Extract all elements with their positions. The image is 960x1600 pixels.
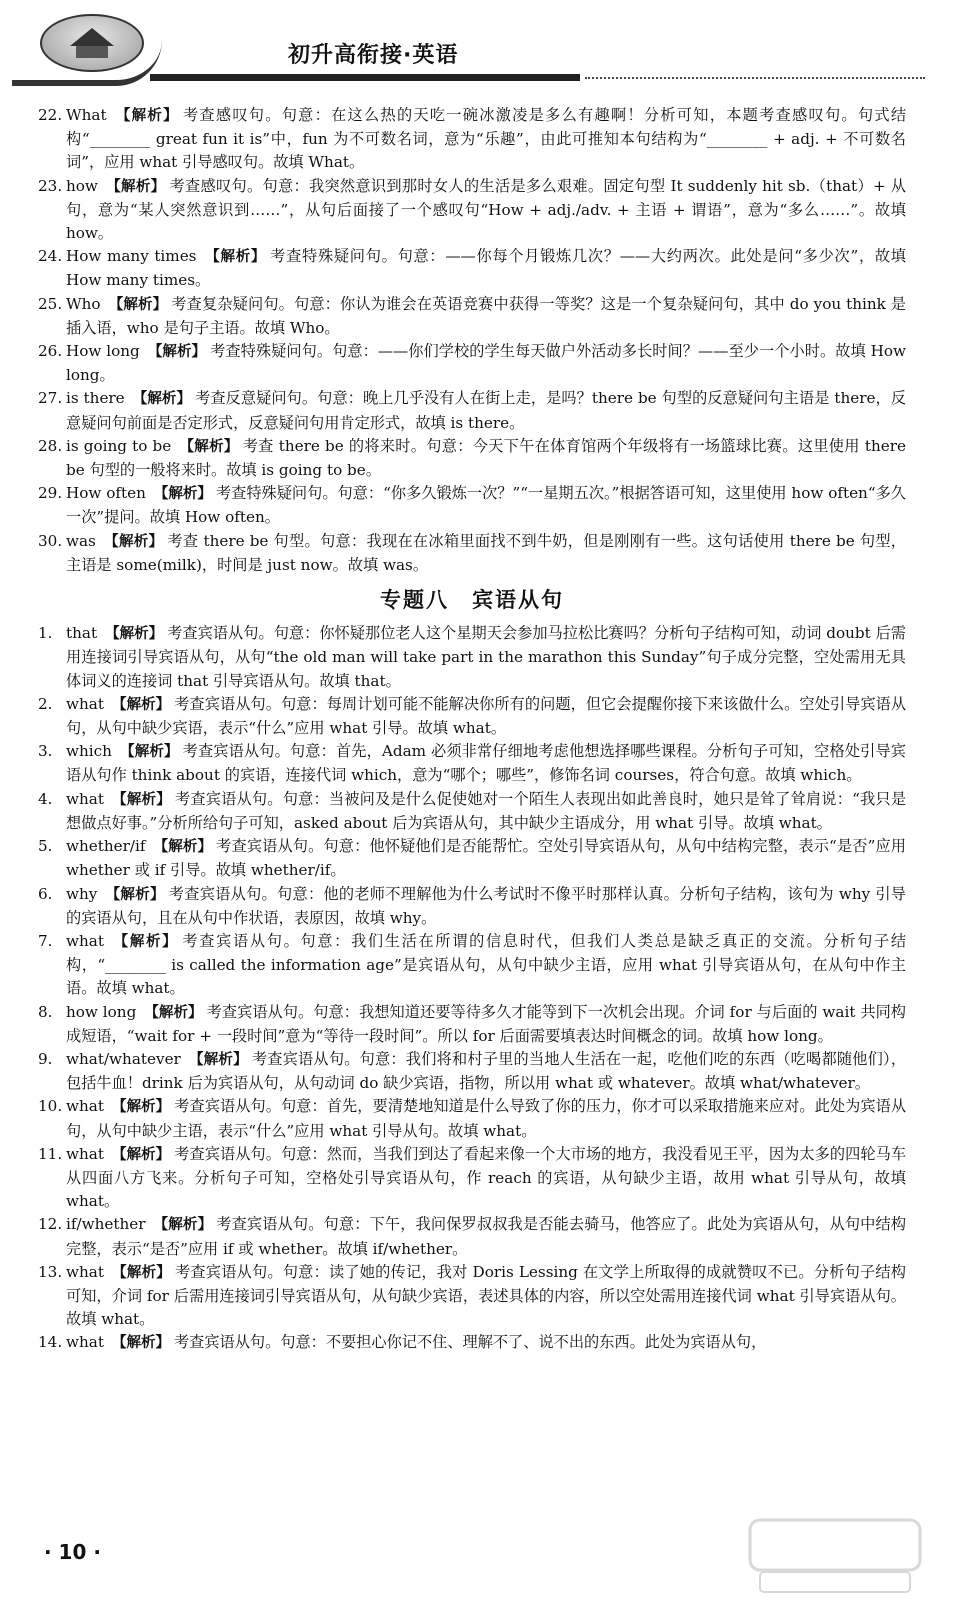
analysis-tag: 【解析】 — [111, 1099, 171, 1116]
answer-item — [38, 835, 906, 882]
item-number: 22. — [38, 106, 63, 124]
item-explanation: 考查宾语从句。句意：然而，当我们到达了看起来像一个大市场的地方，我没看见王平，因为太多的四轮马车从四面八方飞来。分析句子可知，空格处引导宾语从句，作 reach 的宾语，从句缺少主语，故用 what 引导从句，故填 what。 — [66, 1144, 907, 1211]
answer-item — [38, 1001, 906, 1048]
item-answer: what/whatever — [66, 1049, 181, 1068]
analysis-tag: 【解析】 — [153, 839, 213, 856]
item-number: 3. — [38, 742, 53, 761]
item-explanation: 考查宾语从句。句意：下午，我问保罗叔叔我是否能去骑马，他答应了。此处为宾语从句，从句中结构完整，表示“是否”应用 if 或 whether。故填 if/whether。 — [66, 1215, 907, 1258]
item-number: 12. — [38, 1215, 63, 1234]
answer-item — [38, 788, 906, 835]
item-answer: what — [66, 1262, 104, 1281]
item-answer: what — [66, 1333, 104, 1352]
watermark-logo — [740, 1516, 930, 1596]
watermark-emblem-icon — [740, 1516, 930, 1596]
item-number: 23. — [38, 176, 63, 195]
analysis-tag: 【解析】 — [188, 1051, 248, 1068]
answer-item — [38, 435, 906, 482]
item-number: 8. — [38, 1002, 53, 1021]
item-answer: whether/if — [66, 837, 146, 856]
item-answer: why — [66, 884, 98, 903]
item-number: 5. — [38, 837, 53, 856]
answer-item — [38, 1143, 906, 1214]
analysis-tag: 【解析】 — [179, 438, 239, 455]
answer-content — [38, 104, 906, 1356]
publisher-logo — [40, 14, 144, 72]
item-answer: what — [66, 789, 104, 808]
analysis-tag: 【解析】 — [103, 533, 164, 550]
item-answer: is going to be — [66, 436, 172, 455]
answer-item — [38, 1331, 906, 1355]
item-explanation: 考查 there be 的将来时。句意：今天下午在体育馆两个年级将有一场篮球比赛。这里使用 there be 句型的一般将来时。故填 is going to be。 — [66, 436, 906, 480]
item-answer: is there — [66, 389, 125, 408]
section-title: 专题八 宾语从句 — [380, 588, 564, 613]
item-explanation: 考查宾语从句。句意：我们生活在所谓的信息时代，但我们人类总是缺乏真正的交流。分析句子结构，“________ is called the information age”是宾语从句，从句中缺少主语，应用 what 引导宾语从句，在从句中作主语。故填 what。 — [66, 931, 907, 998]
item-explanation: 考查宾语从句。句意：你怀疑那位老人这个星期天会参加马拉松比赛吗？分析句子结构可知，动词 doubt 后需用连接词引导宾语从句，从句“the old man will take part in the marathon this Sunday”句子成分完整，空处需用无具体词义的连接词 that 引导宾语从句。故填 that。 — [66, 624, 906, 690]
house-emblem-icon — [42, 16, 142, 70]
answer-item — [38, 693, 906, 740]
analysis-tag: 【解析】 — [204, 249, 267, 266]
item-explanation: 考查宾语从句。句意：每周计划可能不能解决你所有的问题，但它会提醒你接下来该做什么。空处引导宾语从句，从句中缺少宾语，表示“什么”应用 what 引导。故填 what。 — [66, 694, 907, 738]
item-number: 26. — [38, 342, 63, 361]
item-number: 14. — [38, 1333, 63, 1352]
answer-item — [38, 1095, 906, 1142]
analysis-tag: 【解析】 — [119, 744, 179, 761]
answer-item — [38, 930, 906, 1001]
analysis-tag: 【解析】 — [111, 1335, 170, 1352]
item-explanation: 考查宾语从句。句意：他的老师不理解他为什么考试时不像平时那样认真。分析句子结构，该句为 why 引导的宾语从句，且在从句中作状语，表原因，故填 why。 — [66, 884, 906, 927]
item-explanation: 考查特殊疑问句。句意：“你多久锻炼一次？”“一星期五次。”根据答语可知，这里使用 how often“多久一次”提问。故填 How often。 — [66, 484, 906, 527]
item-explanation: 考查感叹句。句意：在这么热的天吃一碗冰激凌是多么有趣啊！分析可知，本题考查感叹句。句式结构“________ great fun it is”中，fun 为不可数名词，意为“乐趣”，由此可推知本句结构为“________ + adj. + 不可数名词”，应用 what 引导感叹句。故填 What。 — [66, 106, 907, 172]
answer-item — [38, 293, 906, 340]
item-answer: Who — [66, 294, 101, 313]
item-answer: which — [66, 742, 112, 761]
answer-item — [38, 1048, 906, 1095]
item-answer: was — [66, 531, 96, 550]
item-answer: how — [66, 176, 98, 195]
item-number: 25. — [38, 294, 63, 313]
item-answer: how long — [66, 1002, 137, 1021]
item-number: 13. — [38, 1262, 63, 1281]
item-answer: How long — [66, 342, 140, 361]
header-title: 初升高衔接·英语 — [288, 43, 459, 68]
item-number: 6. — [38, 884, 53, 903]
analysis-tag: 【解析】 — [153, 486, 212, 503]
item-explanation: 考查宾语从句。句意：我想知道还要等待多久才能等到下一次机会出现。介词 for 与后面的 wait 共同构成短语，“wait for + 一段时间”意为“等待一段时间”。所以 for 后面需要填表达时间概念的词。故填 how long。 — [66, 1002, 906, 1045]
item-explanation: 考查特殊疑问句。句意：——你每个月锻炼几次？——大约两次。此处是问“多少次”，故填 How many times。 — [66, 247, 906, 290]
analysis-tag: 【解析】 — [108, 296, 168, 313]
item-number: 7. — [38, 931, 53, 950]
answer-item — [38, 482, 906, 529]
answer-item — [38, 387, 906, 434]
item-answer: What — [66, 106, 107, 124]
analysis-tag: 【解析】 — [111, 1264, 171, 1281]
item-explanation: 考查宾语从句。句意：当被问及是什么促使她对一个陌生人表现出如此善良时，她只是耸了耸肩说：“我只是想做点好事。”分析所给句子可知，asked about 后为宾语从句，其中缺少主语成分，用 what 引导。故填 what。 — [66, 789, 907, 832]
page-header — [0, 0, 960, 96]
analysis-tag: 【解析】 — [114, 108, 179, 124]
item-number: 4. — [38, 789, 53, 808]
item-number: 9. — [38, 1049, 53, 1068]
item-number: 10. — [38, 1097, 63, 1116]
item-answer: what — [66, 1144, 104, 1163]
analysis-tag: 【解析】 — [153, 1217, 213, 1234]
answer-item — [38, 340, 906, 387]
answer-item — [38, 175, 906, 246]
item-answer: what — [66, 1097, 104, 1116]
item-number: 24. — [38, 247, 63, 266]
answer-item — [38, 883, 906, 930]
answer-item — [38, 622, 906, 693]
item-explanation: 考查感叹句。句意：我突然意识到那时女人的生活是多么艰难。固定句型 It suddenly hit sb.（that）+ 从句，意为“某人突然意识到……”，从句后面接了一个感叹句“How + adj./adv. + 主语 + 谓语”，意为“多么……”。故填 how。 — [66, 176, 906, 243]
analysis-tag: 【解析】 — [111, 696, 171, 713]
item-explanation: 考查特殊疑问句。句意：——你们学校的学生每天做户外活动多长时间？——至少一个小时。故填 How long。 — [66, 342, 906, 385]
item-number: 28. — [38, 436, 63, 455]
item-number: 11. — [38, 1144, 63, 1163]
item-explanation: 考查宾语从句。句意：读了她的传记，我对 Doris Lessing 在文学上所取得的成就赞叹不已。分析句子结构可知，介词 for 后需用连接词引导宾语从句，从句缺少宾语，表述具体的内容，所以空处需用连接代词 what 引导宾语从句。故填 what。 — [66, 1262, 906, 1329]
header-dotted-rule — [585, 77, 925, 79]
answer-item — [38, 104, 906, 175]
item-answer: what — [66, 694, 104, 713]
item-answer: How often — [66, 484, 146, 503]
analysis-tag: 【解析】 — [132, 391, 192, 408]
item-explanation: 考查宾语从句。句意：我们将和村子里的当地人生活在一起，吃他们吃的东西（吃喝都随他们），包括牛血！drink 后为宾语从句，从句动词 do 缺少宾语，指物，所以用 what 或 whatever。故填 what/whatever。 — [66, 1049, 907, 1093]
item-explanation: 考查宾语从句。句意：不要担心你记不住、理解不了、说不出的东西。此处为宾语从句， — [173, 1333, 767, 1352]
analysis-tag: 【解析】 — [111, 1146, 171, 1163]
analysis-tag: 【解析】 — [105, 886, 165, 903]
analysis-tag: 【解析】 — [111, 933, 179, 950]
header-rule — [150, 74, 580, 81]
item-explanation: 考查反意疑问句。句意：晚上几乎没有人在街上走，是吗？there be 句型的反意疑问句主语是 there，反意疑问句前面是否定形式，反意疑问句用肯定形式，故填 is there。 — [66, 389, 907, 432]
answer-item — [38, 1213, 906, 1260]
item-answer: How many times — [66, 247, 197, 266]
item-number: 29. — [38, 484, 63, 503]
answer-item — [38, 245, 906, 292]
analysis-tag: 【解析】 — [111, 791, 171, 808]
item-explanation: 考查宾语从句。句意：首先，Adam 必须非常仔细地考虑他想选择哪些课程。分析句子可知，空格处引导宾语从句作 think about 的宾语，连接代词 which，意为“哪个；哪些”，修饰名词 courses，符合句意。故填 which。 — [66, 742, 906, 785]
page-number: · 10 · — [44, 1540, 101, 1564]
item-explanation: 考查宾语从句。句意：他怀疑他们是否能帮忙。空处引导宾语从句，从句中结构完整，表示“是否”应用 whether 或 if 引导。故填 whether/if。 — [66, 837, 906, 880]
item-number: 27. — [38, 389, 63, 408]
item-number: 2. — [38, 694, 53, 713]
answer-item — [38, 530, 906, 577]
item-answer: that — [66, 624, 98, 643]
answer-item — [38, 740, 906, 787]
item-explanation: 考查复杂疑问句。句意：你认为谁会在英语竞赛中获得一等奖？这是一个复杂疑问句，其中 do you think 是插入语，who 是句子主语。故填 Who。 — [66, 294, 906, 337]
item-explanation: 考查宾语从句。句意：首先，要清楚地知道是什么导致了你的压力，你才可以采取措施来应对。此处为宾语从句，从句中缺少主语，表示“什么”应用 what 引导从句。故填 what。 — [66, 1097, 907, 1140]
analysis-tag: 【解析】 — [105, 178, 166, 195]
answer-list-part1 — [38, 104, 906, 577]
analysis-tag: 【解析】 — [144, 1004, 203, 1021]
analysis-tag: 【解析】 — [147, 344, 207, 361]
item-number: 1. — [38, 624, 53, 643]
item-explanation: 考查 there be 句型。句意：我现在在冰箱里面找不到牛奶，但是刚刚有一些。这句话使用 there be 句型，主语是 some(milk)，时间是 just now。故填 was。 — [66, 531, 906, 574]
answer-list-part2 — [38, 622, 906, 1355]
item-answer: if/whether — [66, 1215, 146, 1234]
analysis-tag: 【解析】 — [105, 626, 164, 643]
item-number: 30. — [38, 531, 63, 550]
answer-item — [38, 1261, 906, 1332]
item-answer: what — [66, 931, 104, 950]
